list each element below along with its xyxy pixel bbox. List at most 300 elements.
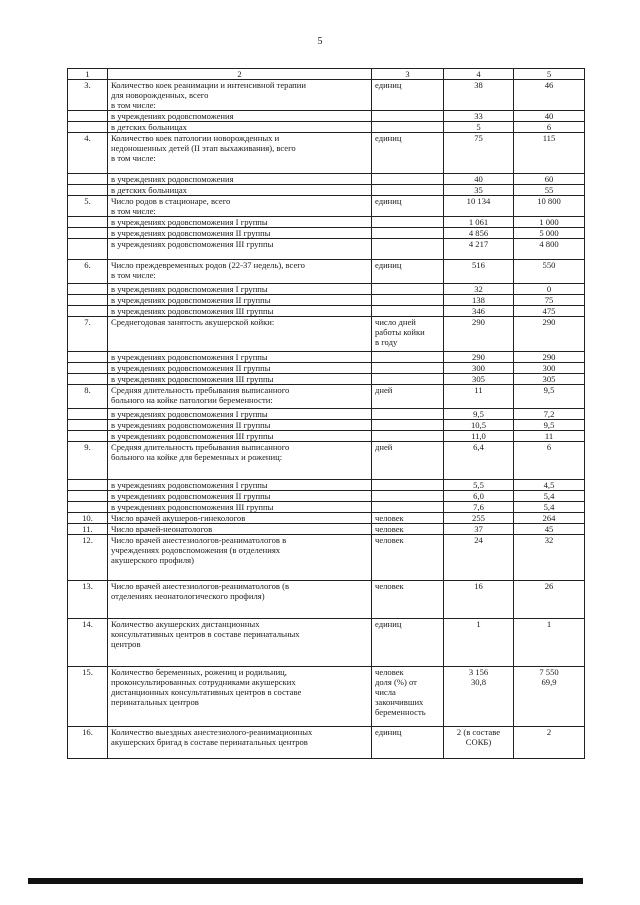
table-row: [68, 295, 585, 306]
value-cell-line: 4,5: [543, 480, 555, 490]
value-cell-line: 290: [542, 352, 556, 362]
value-cell-line: 26: [544, 581, 554, 591]
value-cell: [514, 260, 585, 284]
value-cell-line: 16: [474, 581, 483, 591]
value-cell: [514, 239, 585, 260]
indicator-cell-line: недоношенных детей (II этап выхаживания), всего: [111, 143, 296, 153]
unit-cell-line: единиц: [375, 133, 402, 143]
indicator-cell: [108, 284, 372, 295]
value-cell-line: 40: [474, 174, 483, 184]
value-cell: [444, 480, 514, 491]
value-cell-line: 7,6: [473, 502, 484, 512]
indicator-cell-line: в учреждениях родовспоможения III группы: [111, 502, 274, 512]
indicator-cell-line: в учреждениях родовспоможения III группы: [111, 431, 274, 441]
table-header-row: [68, 69, 585, 80]
row-number: [68, 284, 108, 295]
value-cell: [514, 317, 585, 352]
row-number: 8.: [68, 385, 108, 409]
table-row: [68, 363, 585, 374]
value-cell: [444, 217, 514, 228]
row-number: [68, 431, 108, 442]
unit-cell: [372, 122, 444, 133]
value-cell: [444, 284, 514, 295]
value-cell: [514, 374, 585, 385]
value-cell: [444, 185, 514, 196]
table-row: [68, 228, 585, 239]
value-cell: [514, 491, 585, 502]
value-cell: [514, 502, 585, 513]
indicator-cell-line: в учреждениях родовспоможения I группы: [111, 284, 268, 294]
value-cell: [444, 491, 514, 502]
value-cell: [444, 409, 514, 420]
unit-cell-line: дней: [375, 385, 393, 395]
value-cell-line: 33: [474, 111, 483, 121]
value-cell-line: 45: [544, 524, 554, 534]
value-cell-line: 255: [472, 513, 485, 523]
indicator-cell-line: в учреждениях родовспоможения II группы: [111, 363, 271, 373]
value-cell-line: 30,8: [470, 677, 487, 687]
value-cell: [514, 385, 585, 409]
unit-cell-line: беременность: [375, 707, 426, 717]
value-cell: [444, 174, 514, 185]
unit-cell: [372, 535, 444, 581]
value-cell: [514, 513, 585, 524]
row-number: 16.: [68, 727, 108, 759]
indicator-cell: [108, 420, 372, 431]
row-number: [68, 228, 108, 239]
value-cell: [514, 667, 585, 727]
indicator-cell: [108, 217, 372, 228]
value-cell: [514, 431, 585, 442]
value-cell: [444, 228, 514, 239]
value-cell-line: 11: [544, 431, 554, 441]
row-number: 9.: [68, 442, 108, 480]
value-cell-line: 75: [544, 295, 554, 305]
indicator-cell-line: в учреждениях родовспоможения I группы: [111, 480, 268, 490]
indicator-cell: [108, 363, 372, 374]
indicator-cell-line: в детских больницах: [111, 122, 187, 132]
unit-cell-line: единиц: [375, 619, 402, 629]
indicator-cell-line: Количество акушерских дистанционных: [111, 619, 260, 629]
value-cell: [514, 727, 585, 759]
unit-cell-line: человек: [375, 535, 404, 545]
value-cell: [514, 619, 585, 667]
table-row: [68, 352, 585, 363]
table-row: [68, 431, 585, 442]
unit-cell: [372, 524, 444, 535]
table-row: [68, 667, 585, 727]
value-cell: [444, 524, 514, 535]
row-number: 3.: [68, 80, 108, 111]
value-cell-line: 550: [542, 260, 556, 270]
unit-cell-line: дней: [375, 442, 393, 452]
value-cell: [444, 196, 514, 217]
value-cell-line: 55: [544, 185, 554, 195]
value-cell: [514, 217, 585, 228]
value-cell: [444, 535, 514, 581]
row-number: 10.: [68, 513, 108, 524]
value-cell: [444, 431, 514, 442]
unit-cell: [372, 420, 444, 431]
value-cell: [444, 80, 514, 111]
value-cell-line: 115: [542, 133, 556, 143]
indicator-cell: [108, 352, 372, 363]
unit-cell-line: работы койки: [375, 327, 425, 337]
indicator-cell-line: дистанционных консультативных центров в составе: [111, 687, 302, 697]
table-row: [68, 317, 585, 352]
value-cell-line: 32: [474, 284, 483, 294]
indicator-cell-line: перинатальных центров: [111, 697, 199, 707]
indicator-cell-line: в учреждениях родовспоможения II группы: [111, 295, 271, 305]
value-cell-line: 1 061: [468, 217, 489, 227]
value-cell: [514, 174, 585, 185]
value-cell: [514, 363, 585, 374]
unit-cell-line: человек: [375, 581, 404, 591]
unit-cell: [372, 133, 444, 174]
indicator-cell-line: Число преждевременных родов (22-37 недель), всего: [111, 260, 305, 270]
value-cell-line: 4 217: [468, 239, 489, 249]
indicator-cell-line: в детских больницах: [111, 185, 187, 195]
indicator-cell: [108, 491, 372, 502]
value-cell: [514, 352, 585, 363]
value-cell: [514, 111, 585, 122]
indicator-cell-line: в учреждениях родовспоможения: [111, 174, 234, 184]
unit-cell: [372, 185, 444, 196]
value-cell-line: 40: [544, 111, 554, 121]
value-cell-line: 305: [542, 374, 556, 384]
indicator-cell: [108, 174, 372, 185]
indicator-cell: [108, 122, 372, 133]
indicator-cell: [108, 239, 372, 260]
value-cell-line: СОКБ): [465, 737, 492, 747]
value-cell: [444, 133, 514, 174]
value-cell: [514, 196, 585, 217]
row-number: [68, 502, 108, 513]
value-cell: [444, 306, 514, 317]
unit-cell: [372, 239, 444, 260]
unit-cell: [372, 409, 444, 420]
indicator-cell-line: в том числе:: [111, 100, 156, 110]
value-cell-line: 300: [542, 363, 556, 373]
value-cell: [514, 581, 585, 619]
table-row: [68, 306, 585, 317]
row-number: [68, 122, 108, 133]
unit-cell-line: единиц: [375, 80, 402, 90]
table-row: [68, 217, 585, 228]
value-cell: [444, 239, 514, 260]
unit-cell-line: числа: [375, 687, 396, 697]
value-cell: [514, 284, 585, 295]
value-cell: [514, 133, 585, 174]
value-cell: [444, 385, 514, 409]
table-row: [68, 196, 585, 217]
indicator-cell-line: консультативных центров в составе перинатальных: [111, 629, 300, 639]
unit-cell: [372, 352, 444, 363]
unit-cell: [372, 196, 444, 217]
unit-cell-line: единиц: [375, 727, 402, 737]
value-cell-line: 75: [474, 133, 483, 143]
value-cell-line: 1: [546, 619, 552, 629]
indicator-cell-line: Число врачей анестезиологов-реаниматологов в: [111, 535, 287, 545]
value-cell-line: 9,5: [473, 409, 484, 419]
row-number: 13.: [68, 581, 108, 619]
value-cell-line: 7,2: [543, 409, 555, 419]
value-cell-line: 264: [542, 513, 556, 523]
row-number: 11.: [68, 524, 108, 535]
value-cell: [444, 363, 514, 374]
value-cell: [444, 502, 514, 513]
value-cell-line: 305: [472, 374, 485, 384]
value-cell: [444, 727, 514, 759]
value-cell-line: 35: [474, 185, 483, 195]
unit-cell-line: в году: [375, 337, 398, 347]
indicator-cell-line: в учреждениях родовспоможения III группы: [111, 239, 274, 249]
indicator-cell-line: учреждениях родовспоможения (в отделениях: [111, 545, 281, 555]
indicator-cell-line: отделениях неонатологического профиля): [111, 591, 265, 601]
unit-cell: [372, 431, 444, 442]
indicator-cell-line: проконсультированных сотрудниками акушерских: [111, 677, 296, 687]
indicator-cell-line: акушерского профиля): [111, 555, 194, 565]
row-number: 6.: [68, 260, 108, 284]
row-number: [68, 239, 108, 260]
indicator-cell-line: Число родов в стационаре, всего: [111, 196, 231, 206]
value-cell-line: 516: [472, 260, 485, 270]
column-header: 2: [108, 69, 372, 80]
table-row: [68, 513, 585, 524]
table-row: [68, 284, 585, 295]
value-cell: [444, 122, 514, 133]
indicator-cell-line: Количество коек реанимации и интенсивной терапии: [111, 80, 306, 90]
table-row: [68, 581, 585, 619]
value-cell: [514, 185, 585, 196]
column-header: 3: [372, 69, 444, 80]
value-cell-line: 6,0: [473, 491, 484, 501]
table-row: [68, 535, 585, 581]
unit-cell: [372, 442, 444, 480]
indicator-cell: [108, 317, 372, 352]
table-row: [68, 409, 585, 420]
unit-cell-line: единиц: [375, 260, 402, 270]
value-cell: [514, 228, 585, 239]
indicator-cell: [108, 385, 372, 409]
value-cell-line: 32: [544, 535, 554, 545]
table-row: [68, 420, 585, 431]
indicator-cell: [108, 111, 372, 122]
unit-cell: [372, 491, 444, 502]
indicator-cell-line: Среднегодовая занятость акушерской койки:: [111, 317, 275, 327]
indicator-cell-line: Средняя длительность пребывания выписанного: [111, 385, 290, 395]
table-row: [68, 619, 585, 667]
unit-cell: [372, 513, 444, 524]
table-row: [68, 174, 585, 185]
row-number: 4.: [68, 133, 108, 174]
unit-cell-line: закончивших: [375, 697, 424, 707]
value-cell-line: 300: [472, 363, 485, 373]
indicator-cell-line: центров: [111, 639, 141, 649]
unit-cell-line: число дней: [375, 317, 416, 327]
value-cell-line: 346: [472, 306, 485, 316]
row-number: 12.: [68, 535, 108, 581]
table-body: [68, 80, 585, 759]
indicator-cell-line: Количество выездных анестезиолого-реанимационных: [111, 727, 313, 737]
value-cell-line: 5,4: [543, 491, 555, 501]
indicator-cell: [108, 228, 372, 239]
row-number: [68, 174, 108, 185]
unit-cell: [372, 385, 444, 409]
table-row: [68, 111, 585, 122]
row-number: [68, 409, 108, 420]
value-cell-line: 290: [542, 317, 556, 327]
bottom-rule: [28, 878, 583, 884]
indicator-cell-line: Число врачей-неонатологов: [111, 524, 213, 534]
value-cell-line: 6,4: [473, 442, 484, 452]
value-cell: [444, 111, 514, 122]
indicator-cell-line: в учреждениях родовспоможения: [111, 111, 234, 121]
unit-cell: [372, 260, 444, 284]
unit-cell-line: человек: [375, 524, 404, 534]
indicator-cell-line: больного на койке патологии беременности:: [111, 395, 273, 405]
unit-cell: [372, 480, 444, 491]
value-cell-line: 3 156: [468, 667, 489, 677]
indicator-cell: [108, 196, 372, 217]
indicator-cell: [108, 295, 372, 306]
table-row: [68, 491, 585, 502]
value-cell-line: 69,9: [541, 677, 557, 687]
unit-cell-line: единиц: [375, 196, 402, 206]
unit-cell: [372, 284, 444, 295]
value-cell: [444, 352, 514, 363]
unit-cell: [372, 217, 444, 228]
indicator-cell-line: в учреждениях родовспоможения II группы: [111, 228, 271, 238]
indicator-cell: [108, 185, 372, 196]
indicator-cell-line: в учреждениях родовспоможения III группы: [111, 306, 274, 316]
indicator-cell-line: в том числе:: [111, 270, 156, 280]
table-row: [68, 727, 585, 759]
column-header: 4: [444, 69, 514, 80]
indicator-cell: [108, 431, 372, 442]
value-cell-line: 1 000: [539, 217, 559, 227]
value-cell-line: 37: [474, 524, 483, 534]
value-cell: [514, 420, 585, 431]
value-cell-line: 11: [474, 385, 483, 395]
value-cell: [444, 442, 514, 480]
indicator-cell-line: в учреждениях родовспоможения III группы: [111, 374, 274, 384]
value-cell: [444, 619, 514, 667]
row-number: [68, 111, 108, 122]
value-cell: [514, 409, 585, 420]
indicator-cell: [108, 80, 372, 111]
value-cell-line: 138: [472, 295, 485, 305]
row-number: [68, 295, 108, 306]
row-number: [68, 491, 108, 502]
value-cell: [514, 306, 585, 317]
value-cell: [444, 667, 514, 727]
unit-cell: [372, 295, 444, 306]
value-cell-line: 2: [546, 727, 552, 737]
table-row: [68, 442, 585, 480]
value-cell-line: 2 (в составе: [456, 727, 501, 737]
table-row: [68, 524, 585, 535]
unit-cell: [372, 667, 444, 727]
unit-cell: [372, 727, 444, 759]
indicator-cell-line: в том числе:: [111, 153, 156, 163]
value-cell-line: 5,4: [543, 502, 555, 512]
value-cell: [444, 374, 514, 385]
row-number: [68, 185, 108, 196]
value-cell: [514, 80, 585, 111]
column-header: 5: [514, 69, 585, 80]
value-cell: [514, 480, 585, 491]
row-number: 14.: [68, 619, 108, 667]
indicator-cell: [108, 619, 372, 667]
value-cell-line: 60: [544, 174, 554, 184]
value-cell-line: 38: [474, 80, 483, 90]
indicator-cell-line: Средняя длительность пребывания выписанного: [111, 442, 290, 452]
value-cell: [444, 260, 514, 284]
value-cell-line: 290: [472, 317, 485, 327]
indicator-cell: [108, 306, 372, 317]
unit-cell: [372, 80, 444, 111]
row-number: 15.: [68, 667, 108, 727]
table-row: [68, 385, 585, 409]
row-number: [68, 480, 108, 491]
value-cell-line: 0: [546, 284, 552, 294]
value-cell-line: 5,5: [473, 480, 484, 490]
row-number: [68, 352, 108, 363]
indicator-cell: [108, 524, 372, 535]
row-number: [68, 420, 108, 431]
value-cell: [514, 122, 585, 133]
indicator-cell-line: в учреждениях родовспоможения II группы: [111, 491, 271, 501]
unit-cell: [372, 374, 444, 385]
value-cell: [514, 442, 585, 480]
indicator-cell-line: акушерских бригад в составе перинатальных центров: [111, 737, 308, 747]
value-cell-line: 5: [476, 122, 481, 132]
row-number: [68, 306, 108, 317]
value-cell-line: 6: [546, 442, 552, 452]
indicator-cell: [108, 374, 372, 385]
unit-cell: [372, 174, 444, 185]
unit-cell-line: человек: [375, 667, 404, 677]
value-cell-line: 290: [472, 352, 485, 362]
value-cell-line: 10 800: [537, 196, 561, 206]
unit-cell: [372, 306, 444, 317]
indicator-cell: [108, 409, 372, 420]
row-number: [68, 374, 108, 385]
table-row: [68, 122, 585, 133]
value-cell-line: 11,0: [471, 431, 486, 441]
indicator-cell-line: для новорожденных, всего: [111, 90, 209, 100]
row-number: 7.: [68, 317, 108, 352]
page-number: 5: [317, 36, 323, 47]
value-cell: [444, 295, 514, 306]
indicator-cell-line: в учреждениях родовспоможения II группы: [111, 420, 271, 430]
value-cell-line: 46: [544, 80, 554, 90]
unit-cell-line: доля (%) от: [375, 677, 417, 687]
value-cell: [514, 535, 585, 581]
indicator-cell: [108, 513, 372, 524]
value-cell: [444, 420, 514, 431]
unit-cell: [372, 228, 444, 239]
indicator-cell-line: больного на койке для беременных и рожениц:: [111, 452, 283, 462]
value-cell-line: 5 000: [539, 228, 559, 238]
table-row: [68, 260, 585, 284]
value-cell: [444, 581, 514, 619]
row-number: [68, 363, 108, 374]
indicator-cell: [108, 260, 372, 284]
unit-cell: [372, 363, 444, 374]
value-cell-line: 10 134: [466, 196, 491, 206]
